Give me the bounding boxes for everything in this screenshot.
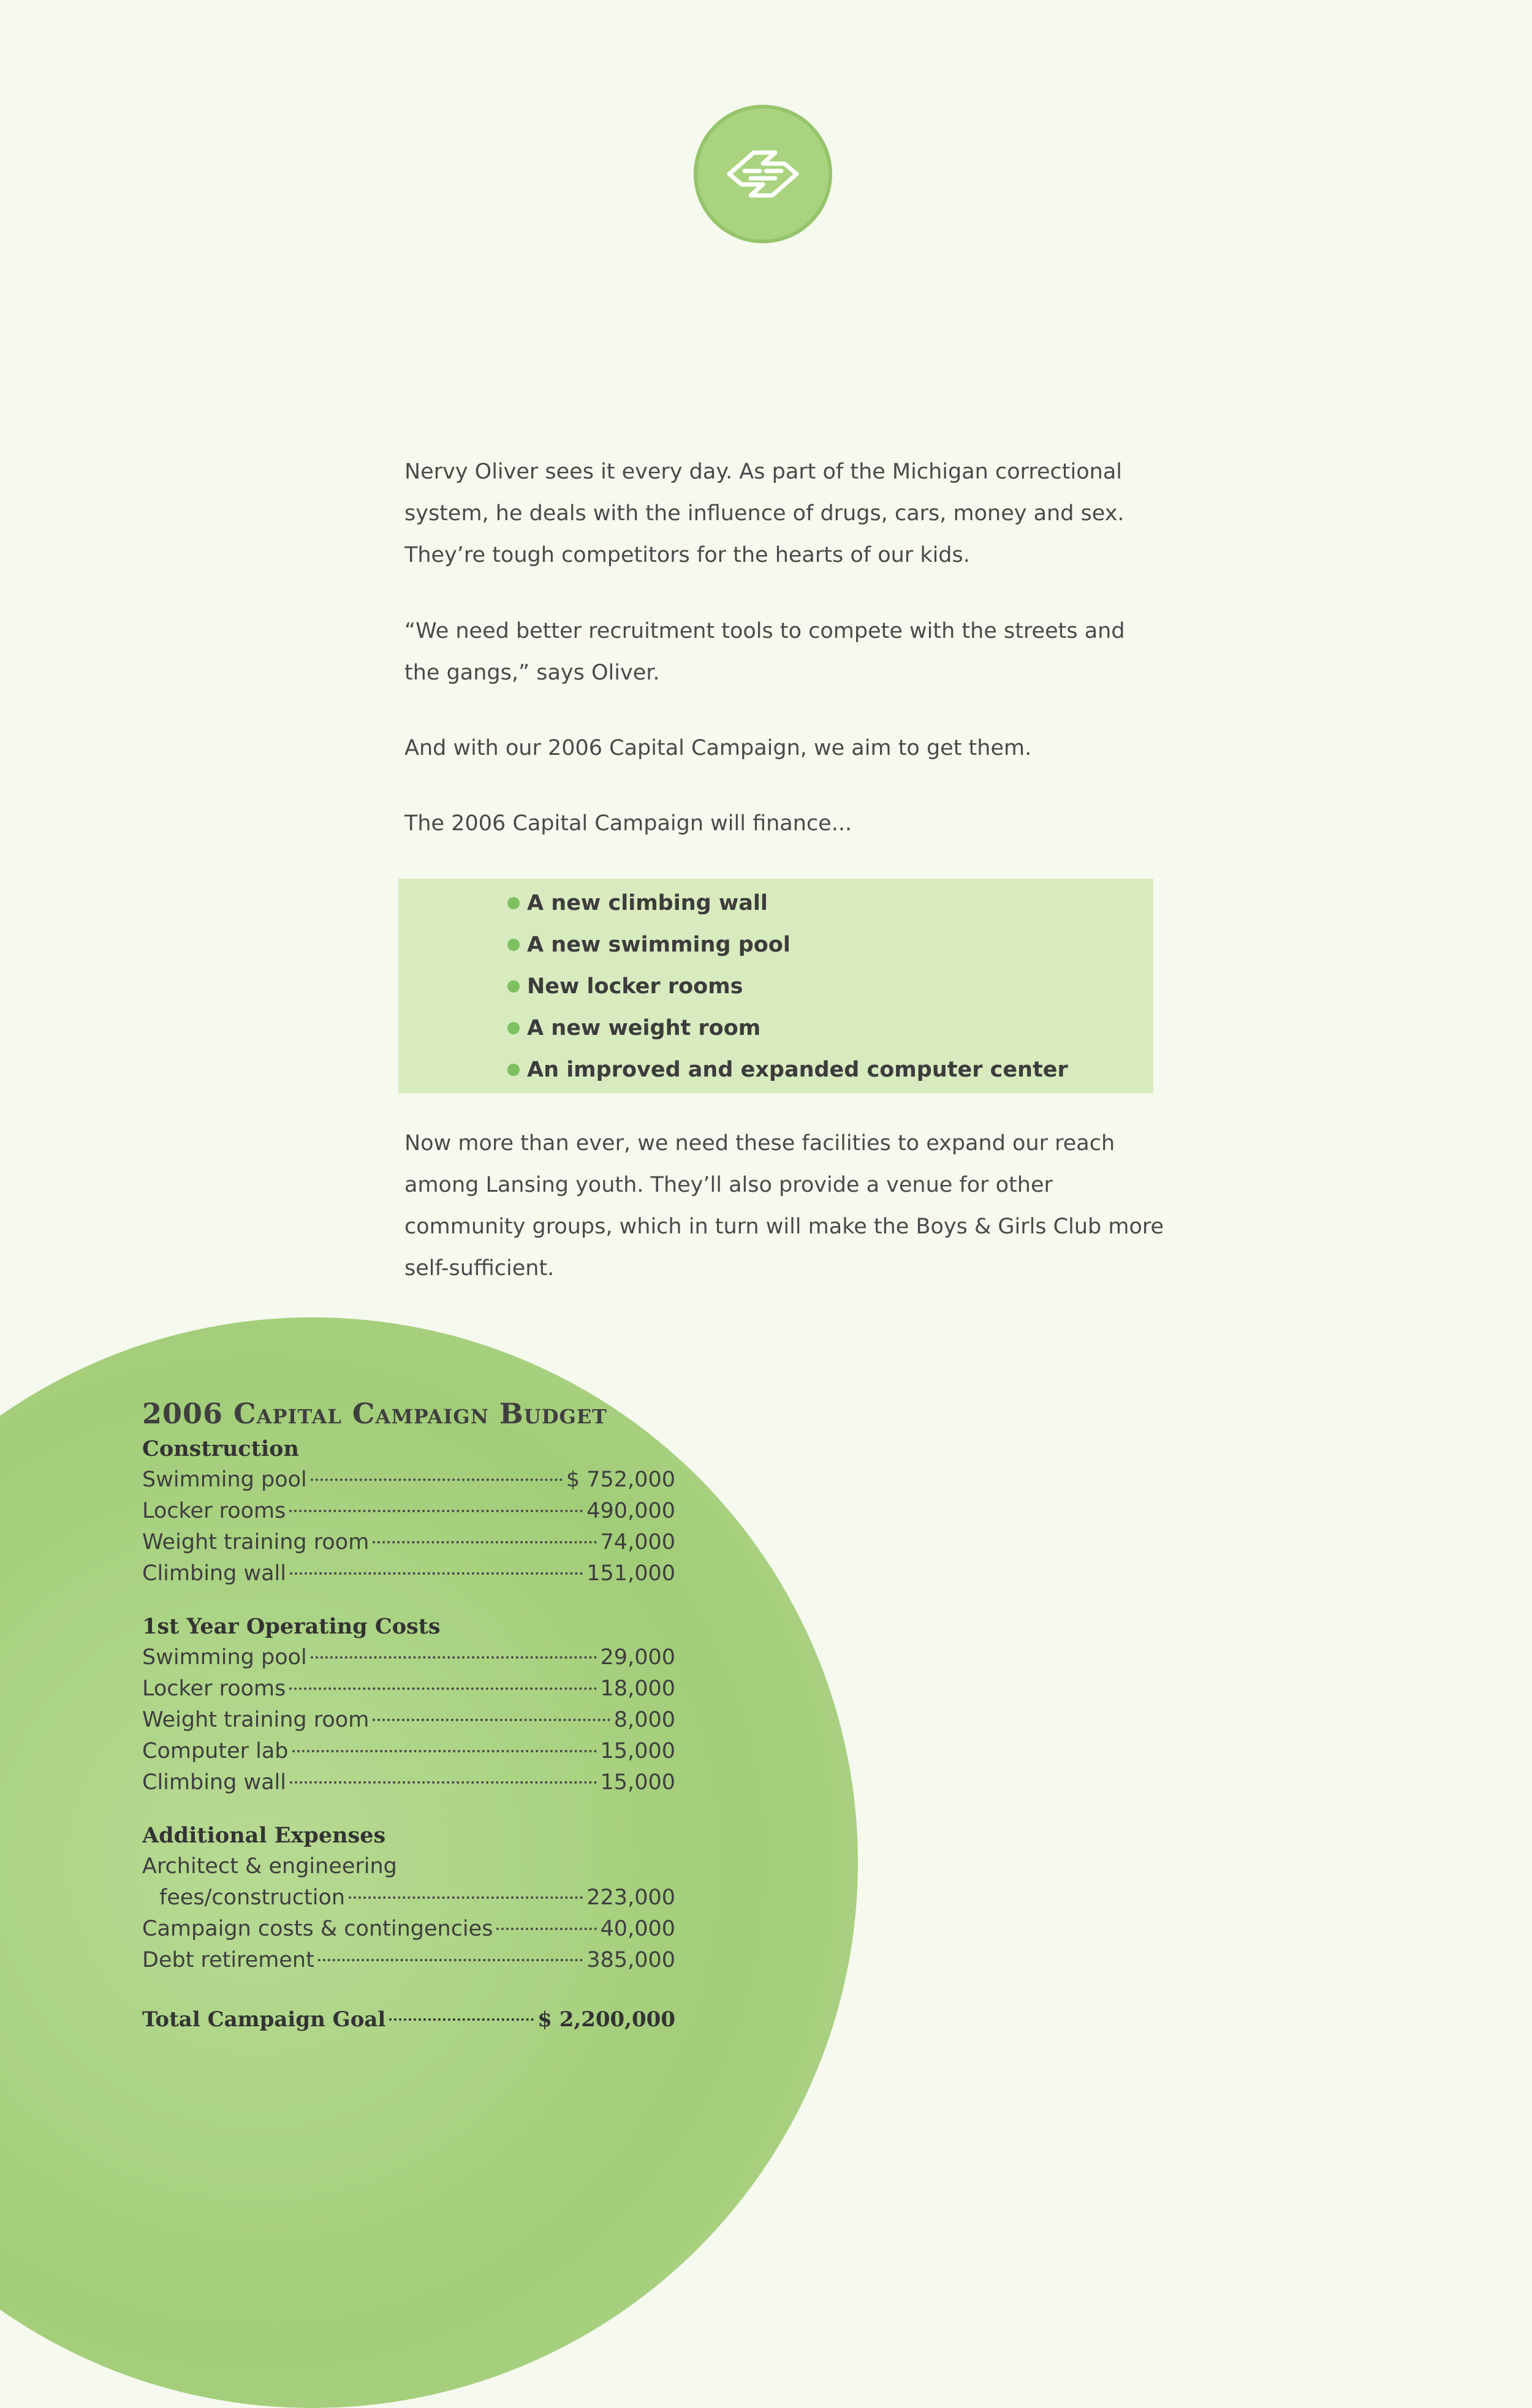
closing-paragraph: Now more than ever, we need these facilities to expand our reach among Lansing youth. They’ll also provide a venue for other community groups, which in turn will make the Boys & Girls Club more self-sufficient. (404, 1131, 1164, 1281)
total-row: Total Campaign Goal $ 2,200,000 (142, 2007, 675, 2032)
bullet-icon (507, 980, 520, 993)
table-row: Climbing wall 15,000 (142, 1770, 675, 1795)
bullet-icon (507, 897, 520, 909)
finance-list (507, 882, 1068, 1091)
additional-heading: Additional Expenses (142, 1823, 386, 1848)
budget-table (142, 1397, 675, 2035)
list-item: New locker rooms (507, 966, 1068, 1007)
finance-intro-paragraph: The 2006 Capital Campaign will finance... (404, 811, 852, 836)
table-row: Locker rooms 490,000 (142, 1499, 675, 1523)
table-row: Debt retirement 385,000 (142, 1948, 675, 1972)
leader-dots (311, 1478, 563, 1481)
table-row: Campaign costs & contingencies 40,000 (142, 1917, 675, 1941)
bullet-icon (507, 939, 520, 951)
bullet-icon (507, 1064, 520, 1076)
leader-dots (373, 1541, 596, 1543)
list-item: A new swimming pool (507, 924, 1068, 966)
list-item: A new climbing wall (507, 882, 1068, 924)
hands-logo-icon (694, 105, 832, 243)
list-item: A new weight room (507, 1007, 1068, 1049)
leader-dots (289, 1687, 596, 1690)
bullet-icon (507, 1022, 520, 1034)
construction-heading: Construction (142, 1436, 299, 1461)
table-row: Locker rooms 18,000 (142, 1676, 675, 1701)
table-row: fees/construction 223,000 (159, 1885, 675, 1910)
table-row: Swimming pool 29,000 (142, 1645, 675, 1670)
leader-dots (373, 1719, 610, 1721)
intro-paragraph: Nervy Oliver sees it every day. As part of the Michigan correctional system, he deals with the influence of drugs, cars, money and sex. They’re tough competitors for the hearts of our kids. (404, 460, 1124, 567)
leader-dots (290, 1572, 583, 1575)
leader-dots (389, 2018, 534, 2021)
list-item: An improved and expanded computer center (507, 1049, 1068, 1091)
table-row: Weight training room 8,000 (142, 1708, 675, 1732)
budget-title: 2006 Capital Campaign Budget (142, 1397, 607, 1430)
quote-paragraph: “We need better recruitment tools to compete with the streets and the gangs,” says Oliver. (404, 619, 1125, 685)
leader-dots (292, 1750, 597, 1752)
leader-dots (290, 1781, 597, 1784)
table-row-label: Architect & engineering (142, 1854, 397, 1879)
leader-dots (496, 1928, 596, 1930)
hands-logo-graphic (717, 140, 809, 208)
leader-dots (289, 1510, 583, 1512)
leader-dots (311, 1656, 597, 1659)
table-row: Swimming pool $ 752,000 (142, 1467, 675, 1492)
table-row: Weight training room 74,000 (142, 1530, 675, 1554)
leader-dots (318, 1959, 583, 1961)
leader-dots (349, 1896, 583, 1899)
table-row: Computer lab 15,000 (142, 1739, 675, 1763)
table-row: Climbing wall 151,000 (142, 1561, 675, 1586)
campaign-paragraph: And with our 2006 Capital Campaign, we aim to get them. (404, 736, 1032, 760)
operating-heading: 1st Year Operating Costs (142, 1614, 441, 1639)
